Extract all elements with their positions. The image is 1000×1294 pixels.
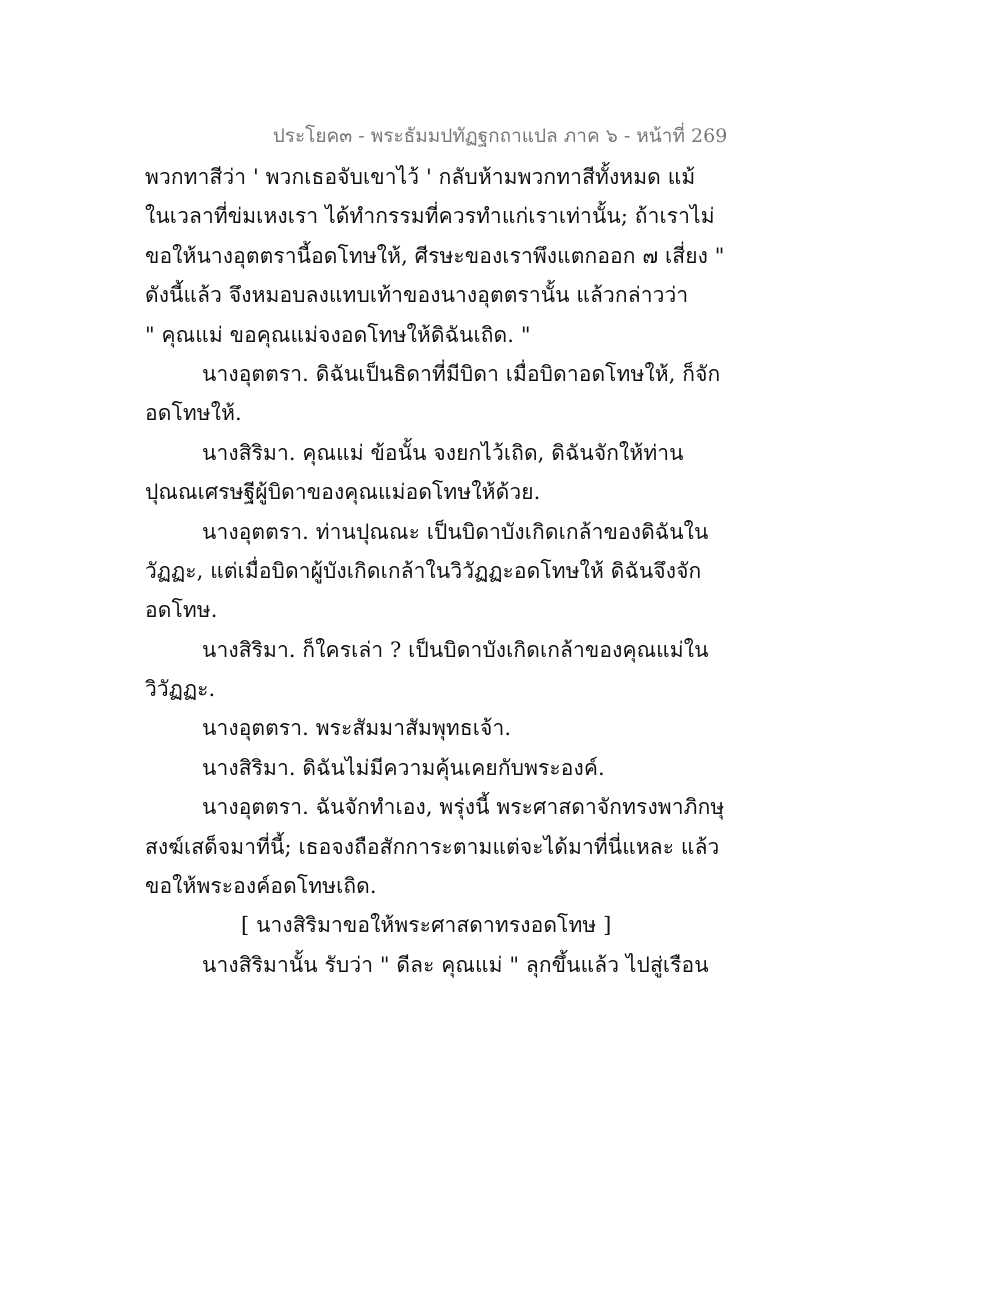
dialogue-line: นางอุตตรา. ท่านปุณณะ เป็นบิดาบังเกิดเกล้าของดิฉันใน	[202, 519, 709, 544]
text-line: สงฆ์เสด็จมาที่นี้; เธอจงถือสักการะตามแต่จะได้มาที่นี่แหละ แล้ว	[145, 834, 720, 859]
running-header: ประโยค๓ - พระธัมมปทัฏฐกถาแปล ภาค ๖ - หน้าที่ 269	[272, 125, 728, 147]
text-line: ปุณณเศรษฐีผู้บิดาของคุณแม่อดโทษให้ด้วย.	[145, 480, 541, 505]
text-line: อดโทษ.	[145, 598, 218, 623]
text-line: วัฏฏะ, แต่เมื่อบิดาผู้บังเกิดเกล้าในวิวัฏฏะอดโทษให้ ดิฉันจึงจัก	[145, 558, 702, 583]
dialogue-line: นางอุตตรา. ดิฉันเป็นธิดาที่มีบิดา เมื่อบิดาอดโทษให้, ก็จัก	[202, 361, 721, 386]
dialogue-line: นางสิริมา. ก็ใครเล่า ? เป็นบิดาบังเกิดเกล้าของคุณแม่ใน	[202, 637, 709, 662]
section-heading: [ นางสิริมาขอให้พระศาสดาทรงอดโทษ ]	[241, 913, 612, 938]
dialogue-line: นางอุตตรา. ฉันจักทำเอง, พรุ่งนี้ พระศาสดาจักทรงพาภิกษุ	[202, 795, 725, 820]
text-line: ในเวลาที่ข่มเหงเรา ได้ทำกรรมที่ควรทำแก่เราเท่านั้น; ถ้าเราไม่	[145, 204, 715, 229]
text-line: " คุณแม่ ขอคุณแม่จงอดโทษให้ดิฉันเถิด. "	[145, 322, 531, 347]
text-line: ขอให้พระองค์อดโทษเถิด.	[145, 874, 377, 899]
text-line: อดโทษให้.	[145, 401, 242, 426]
paragraph-start-line: นางสิริมานั้น รับว่า " ดีละ คุณแม่ " ลุกขึ้นแล้ว ไปสู่เรือน	[202, 952, 709, 977]
text-line: วิวัฏฏะ.	[145, 677, 216, 702]
page-body	[145, 158, 725, 985]
text-line: พวกทาสีว่า ' พวกเธอจับเขาไว้ ' กลับห้ามพวกทาสีทั้งหมด แม้	[145, 165, 696, 189]
dialogue-line: นางสิริมา. คุณแม่ ข้อนั้น จงยกไว้เถิด, ดิฉันจักให้ท่าน	[202, 440, 684, 465]
text-line: ดังนี้แล้ว จึงหมอบลงแทบเท้าของนางอุตตรานั้น แล้วกล่าวว่า	[145, 283, 689, 308]
dialogue-line: นางสิริมา. ดิฉันไม่มีความคุ้นเคยกับพระองค์.	[202, 755, 605, 780]
dialogue-line: นางอุตตรา. พระสัมมาสัมพุทธเจ้า.	[202, 716, 512, 741]
text-line: ขอให้นางอุตตรานี้อดโทษให้, ศีรษะของเราพึงแตกออก ๗ เสี่ยง "	[145, 243, 725, 268]
